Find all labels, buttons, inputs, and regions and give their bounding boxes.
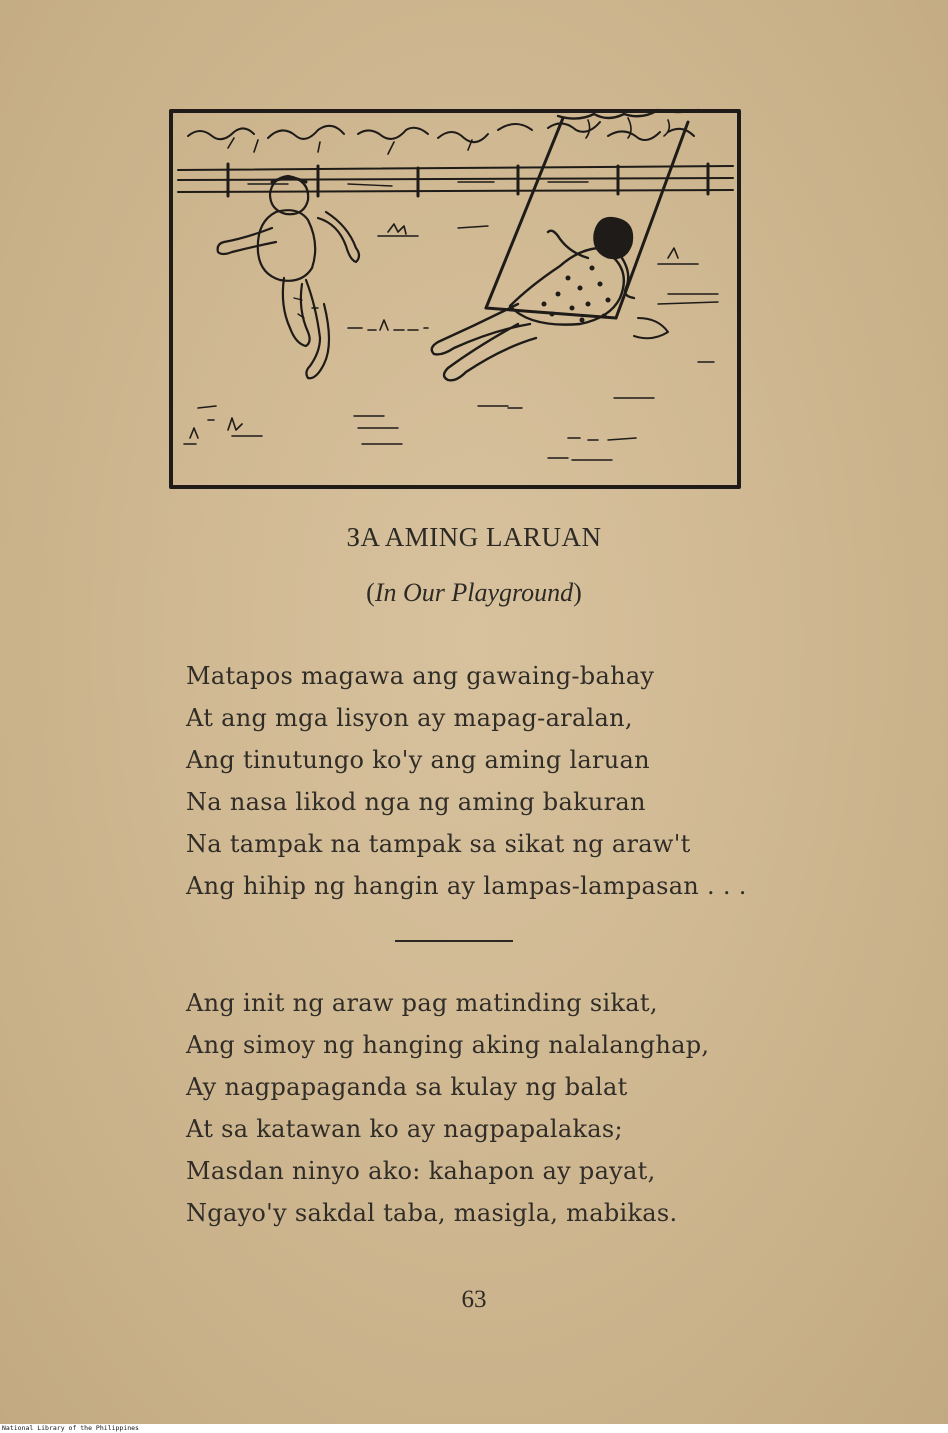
poem-line: Ang hihip ng hangin ay lampas-lampasan . . .: [186, 872, 747, 900]
poem-line: At ang mga lisyon ay mapag-aralan,: [186, 704, 633, 732]
poem-line: Matapos magawa ang gawaing-bahay: [186, 662, 655, 690]
playground-illustration: [168, 108, 742, 492]
poem-line: Ang init ng araw pag matinding sikat,: [186, 989, 658, 1017]
library-credit: National Library of the Philippines: [0, 1424, 948, 1433]
poem-subtitle-text: In Our Playground: [374, 578, 574, 607]
poem-line: Ngayo'y sakdal taba, masigla, mabikas.: [186, 1199, 678, 1227]
stanza-1: [186, 655, 826, 907]
poem-line: Ay nagpapaganda sa kulay ng balat: [186, 1073, 628, 1101]
poem-line: Ang tinutungo ko'y ang aming laruan: [186, 746, 650, 774]
poem-line: Na tampak na tampak sa sikat ng araw't: [186, 830, 691, 858]
poem-line: Masdan ninyo ako: kahapon ay payat,: [186, 1157, 656, 1185]
poem-subtitle: (In Our Playground): [366, 578, 582, 607]
poem-line: Na nasa likod nga ng aming bakuran: [186, 788, 646, 816]
page-number: 63: [461, 1286, 487, 1313]
poem-line: Ang simoy ng hanging aking nalalanghap,: [186, 1031, 710, 1059]
stanza-2: [186, 982, 826, 1234]
stanza-divider: [395, 940, 513, 942]
poem-title: ЗA AMING LARUAN: [346, 522, 602, 552]
poem-line: At sa katawan ko ay nagpapalakas;: [186, 1115, 623, 1143]
